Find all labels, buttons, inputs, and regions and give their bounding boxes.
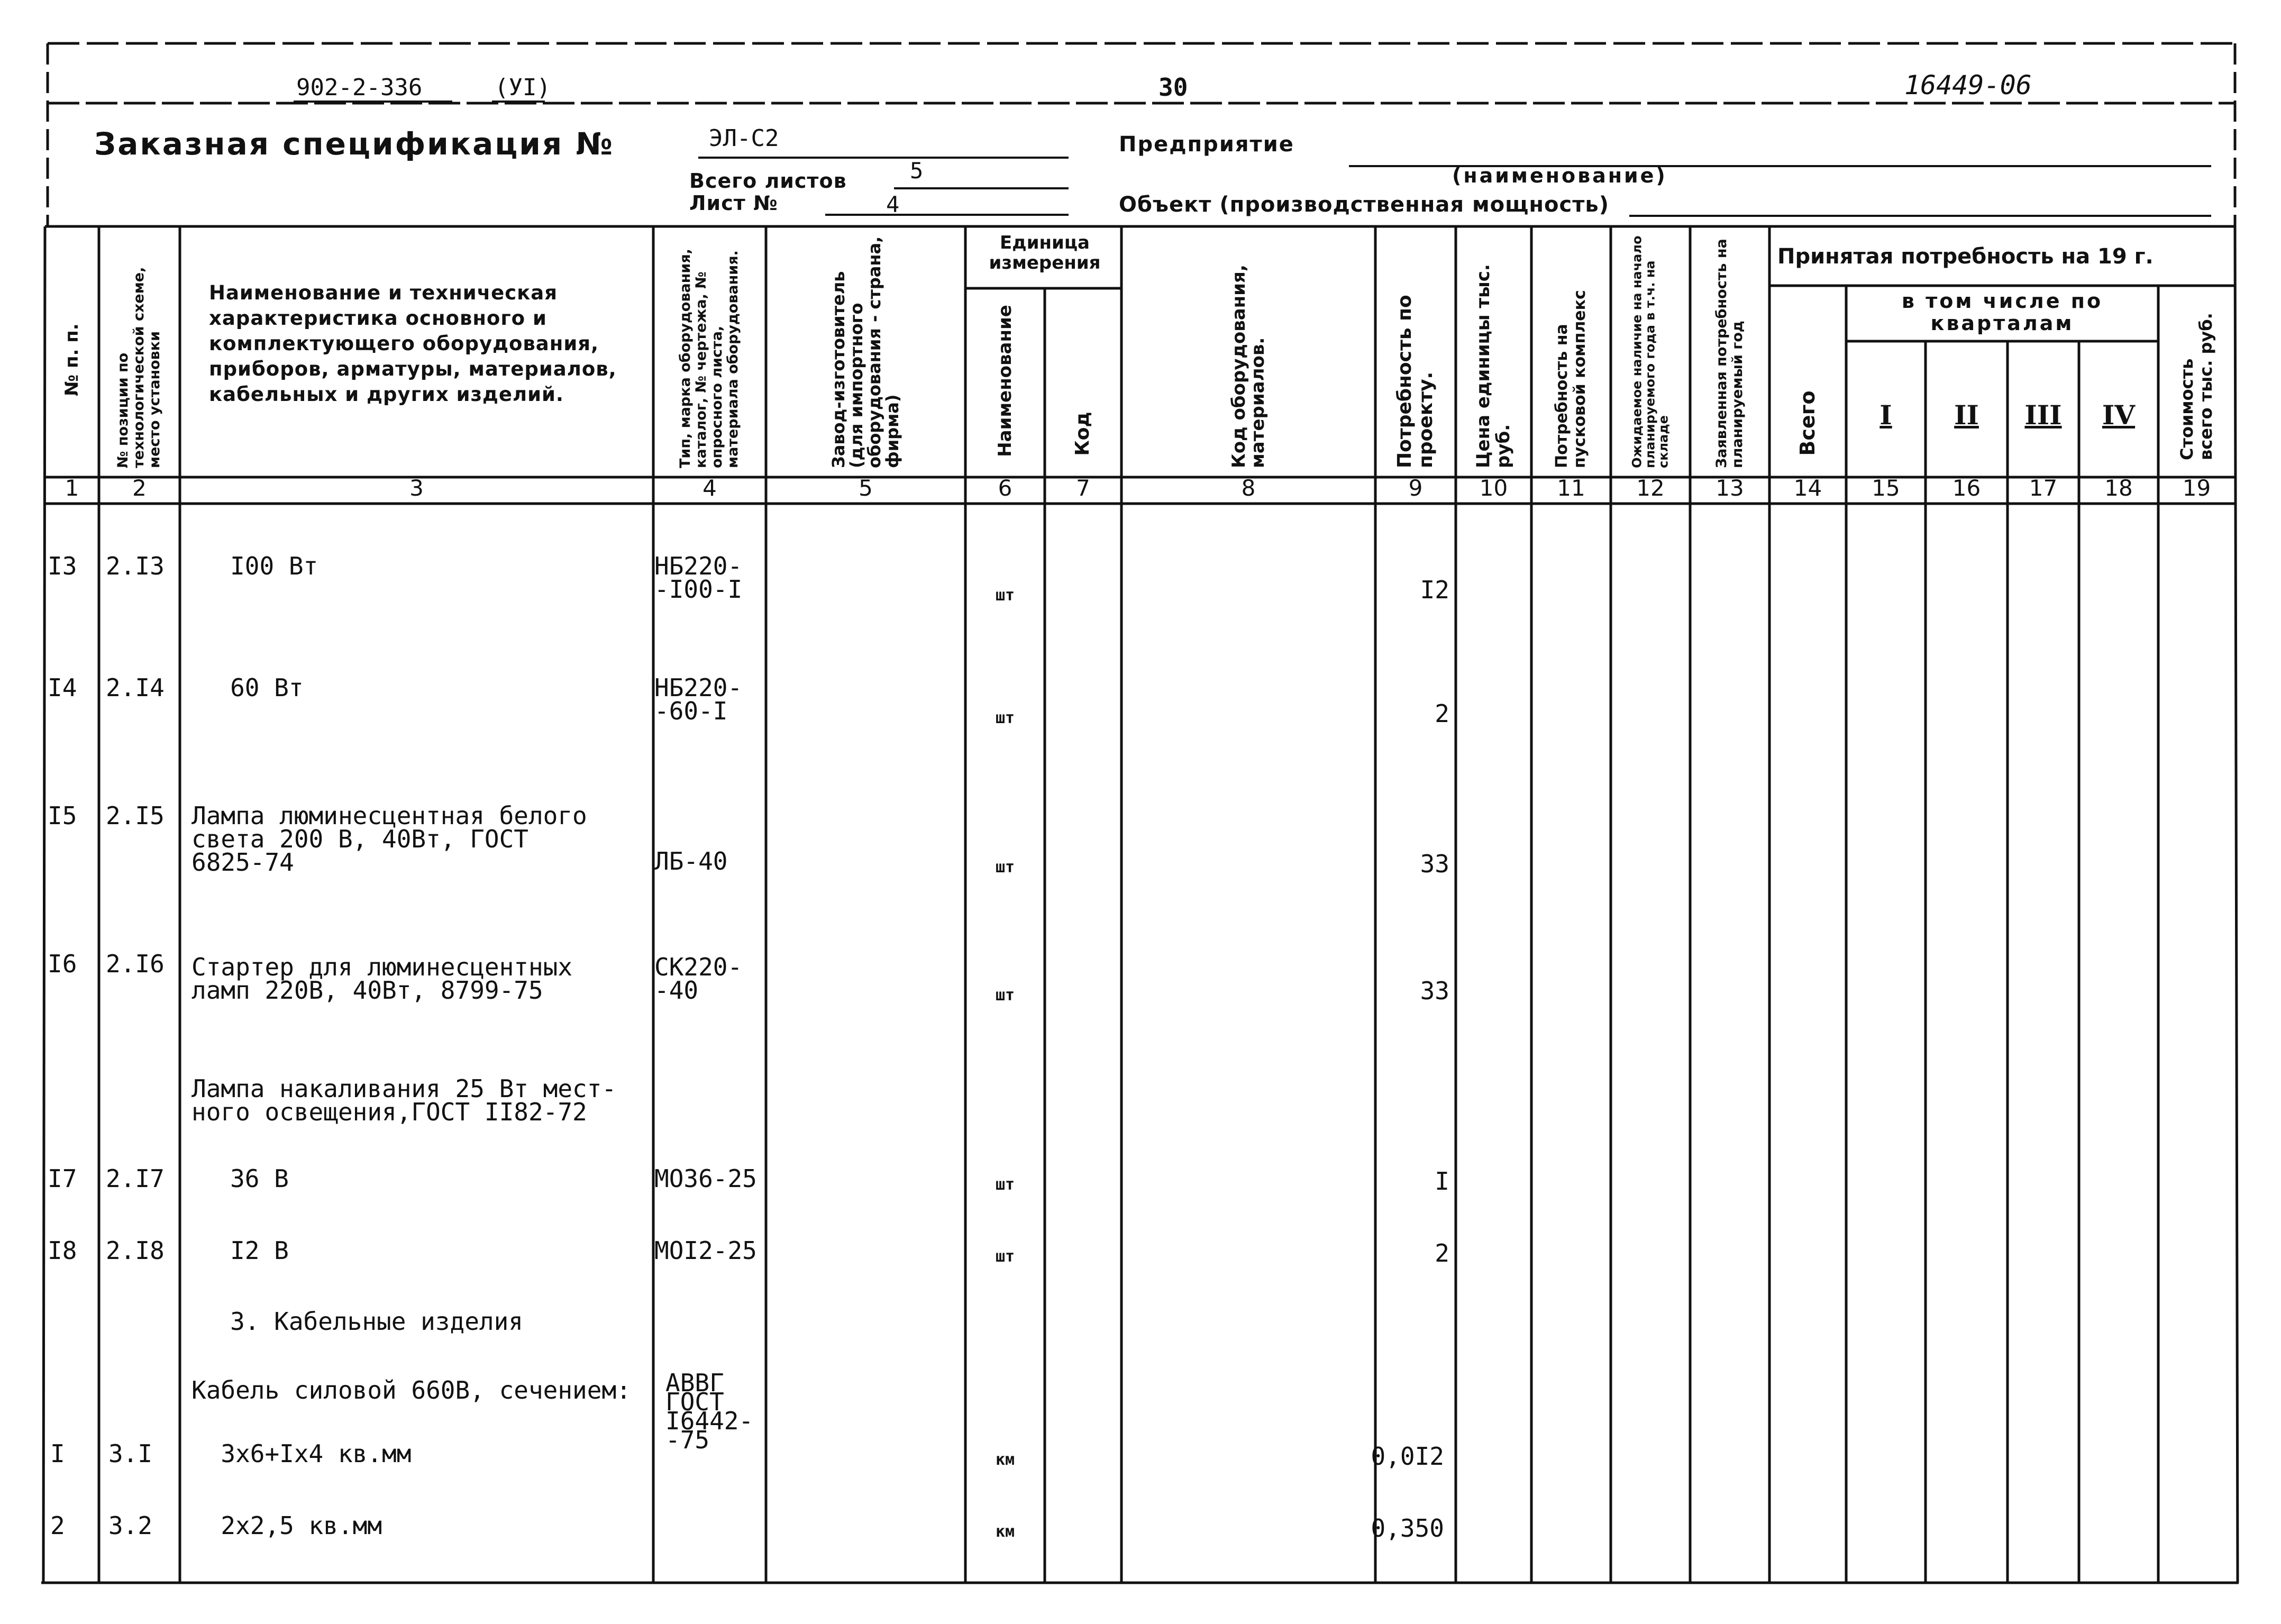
spec-number: ЭЛ-С2 bbox=[709, 125, 779, 152]
row-unit: км bbox=[995, 1522, 1015, 1541]
row-quantity: 0,0I2 bbox=[1371, 1442, 1444, 1471]
row-number: I5 bbox=[48, 801, 77, 830]
row-position: 2.I3 bbox=[106, 552, 165, 580]
row-type: АВВГ ГОСТ I6442- -75 bbox=[665, 1368, 754, 1454]
row-quantity: 2 bbox=[1435, 1239, 1449, 1267]
col-number: 18 bbox=[2104, 475, 2133, 501]
col-number: 10 bbox=[1479, 475, 1508, 501]
row-type: ЛБ-40 bbox=[654, 847, 728, 875]
col-number: 7 bbox=[1076, 475, 1090, 501]
col-number: 17 bbox=[2029, 475, 2058, 501]
document-number: 16449-06 bbox=[1904, 70, 2032, 101]
col-header-14: Всего bbox=[1796, 390, 1819, 456]
row-name: 36 В bbox=[186, 1164, 289, 1193]
col-number: 14 bbox=[1793, 475, 1822, 501]
col-header-1: № п. п. bbox=[61, 323, 83, 396]
row-quantity: I2 bbox=[1420, 576, 1449, 604]
col-number: 13 bbox=[1716, 475, 1744, 501]
row-number: I7 bbox=[48, 1164, 77, 1193]
row-position: 2.I8 bbox=[106, 1236, 165, 1265]
row-name: Лампа люминесцентная белого света 200 В, 40Вт, ГОСТ 6825-74 bbox=[191, 801, 587, 877]
col-number: 12 bbox=[1636, 475, 1665, 501]
col-header-2: № позиции по технологической схеме, место установки bbox=[115, 267, 163, 468]
row-unit: шт bbox=[995, 586, 1015, 605]
col-number: 9 bbox=[1408, 475, 1423, 501]
page-title: Заказная спецификация № bbox=[94, 126, 615, 162]
quarters-group-header: в том числе по кварталам bbox=[1901, 289, 2103, 335]
col-header-9: Потребность по проекту. bbox=[1394, 295, 1437, 468]
row-name: 2х2,5 кв.мм bbox=[191, 1511, 382, 1540]
col-header-18: IV bbox=[2102, 399, 2136, 431]
col-header-17: III bbox=[2024, 399, 2062, 431]
row-number: I4 bbox=[48, 673, 77, 702]
row-unit: шт bbox=[995, 986, 1015, 1005]
row-quantity: 33 bbox=[1420, 850, 1449, 878]
row-quantity: 0,350 bbox=[1371, 1514, 1444, 1543]
total-sheets: 5 bbox=[910, 158, 924, 184]
row-position: 2.I5 bbox=[106, 801, 165, 830]
col-number: 11 bbox=[1557, 475, 1585, 501]
row-position: 3.I bbox=[108, 1439, 153, 1468]
col-number: 1 bbox=[65, 475, 79, 501]
col-header-4: Тип, марка оборудования, каталог, № чертежа, № опросного листа, материала оборудования. bbox=[677, 249, 741, 468]
name-hint: (наименование) bbox=[1452, 164, 1667, 187]
sheet-label: Лист № bbox=[689, 191, 778, 215]
row-quantity: 2 bbox=[1435, 699, 1449, 728]
col-number: 8 bbox=[1241, 475, 1256, 501]
col-header-15: I bbox=[1879, 399, 1892, 431]
total-sheets-label: Всего листов bbox=[689, 169, 847, 193]
row-name: 60 Вт bbox=[186, 673, 304, 702]
row-name: Стартер для люминесцентных ламп 220В, 40Вт, 8799-75 bbox=[191, 953, 573, 1005]
project-code: 902-2-336 bbox=[296, 74, 423, 101]
col-number: 16 bbox=[1952, 475, 1981, 501]
row-unit: км bbox=[995, 1450, 1015, 1469]
sheet-number: 4 bbox=[886, 191, 900, 217]
col-number: 3 bbox=[409, 475, 424, 501]
row-name: I2 В bbox=[186, 1236, 289, 1265]
album-number: (УI) bbox=[495, 74, 551, 101]
col-number: 2 bbox=[132, 475, 147, 501]
row-name: I00 Вт bbox=[186, 552, 318, 580]
page-number: 30 bbox=[1158, 73, 1188, 102]
row-position: 3.2 bbox=[108, 1511, 153, 1540]
col-number: 5 bbox=[859, 475, 873, 501]
row-quantity: I bbox=[1435, 1167, 1449, 1196]
col-header-5: Завод-изготовитель (для импортного оборудования - страна, фирма) bbox=[828, 236, 902, 468]
col-header-11: Потребность на пусковой комплекс bbox=[1553, 290, 1589, 468]
object-label: Объект (производственная мощность) bbox=[1119, 193, 1609, 217]
col-header-7: Код bbox=[1072, 412, 1093, 456]
row-number: I6 bbox=[48, 950, 77, 978]
col-number: 15 bbox=[1872, 475, 1900, 501]
col-header-8: Код оборудования, материалов. bbox=[1228, 264, 1269, 468]
col-header-16: II bbox=[1954, 399, 1979, 431]
row-type: НБ220- -I00-I bbox=[654, 552, 743, 604]
row-name: 3х6+Iх4 кв.мм bbox=[191, 1439, 412, 1468]
section-heading: 3. Кабельные изделия bbox=[186, 1307, 523, 1336]
row-unit: шт bbox=[995, 1247, 1015, 1266]
col-header-12: Ожидаемое наличие на начало планируемого года в т.ч. на складе bbox=[1629, 235, 1671, 468]
row-position: 2.I6 bbox=[106, 950, 165, 978]
row-unit: шт bbox=[995, 1175, 1015, 1194]
row-type: МОI2-25 bbox=[654, 1236, 757, 1265]
row-position: 2.I4 bbox=[106, 673, 165, 702]
row-number: I3 bbox=[48, 552, 77, 580]
row-quantity: 33 bbox=[1420, 977, 1449, 1005]
enterprise-label: Предприятие bbox=[1119, 132, 1294, 157]
col-header-6: Наименование bbox=[994, 305, 1016, 457]
row-number: 2 bbox=[50, 1511, 65, 1540]
row-position: 2.I7 bbox=[106, 1164, 165, 1193]
col-header-3: Наименование и техническая характеристика основного и комплектующего оборудования, приборов, арматуры, материалов, кабельных и других изделий. bbox=[209, 281, 617, 406]
col-header-19: Стоимость всего тыс. руб. bbox=[2177, 313, 2216, 460]
accepted-group-header: Принятая потребность на 19 г. bbox=[1777, 244, 2154, 269]
col-number: 19 bbox=[2182, 475, 2211, 501]
row-unit: шт bbox=[995, 858, 1015, 877]
row-type: МО36-25 bbox=[654, 1164, 757, 1193]
row-name: Кабель силовой 660В, сечением: bbox=[191, 1376, 631, 1404]
row-unit: шт bbox=[995, 709, 1015, 727]
col-header-13: Заявленная потребность на планируемый год bbox=[1713, 239, 1746, 468]
col-number: 4 bbox=[702, 475, 717, 501]
row-type: СК220- -40 bbox=[654, 953, 743, 1005]
row-name: Лампа накаливания 25 Вт мест- ного освещения,ГОСТ II82-72 bbox=[191, 1074, 617, 1126]
row-number: I bbox=[50, 1439, 65, 1468]
col-number: 6 bbox=[998, 475, 1012, 501]
col-header-10: Цена единицы тыс. руб. bbox=[1473, 264, 1514, 468]
row-number: I8 bbox=[48, 1236, 77, 1265]
unit-group-header: Единица измерения bbox=[989, 232, 1101, 273]
row-type: НБ220- -60-I bbox=[654, 673, 743, 725]
